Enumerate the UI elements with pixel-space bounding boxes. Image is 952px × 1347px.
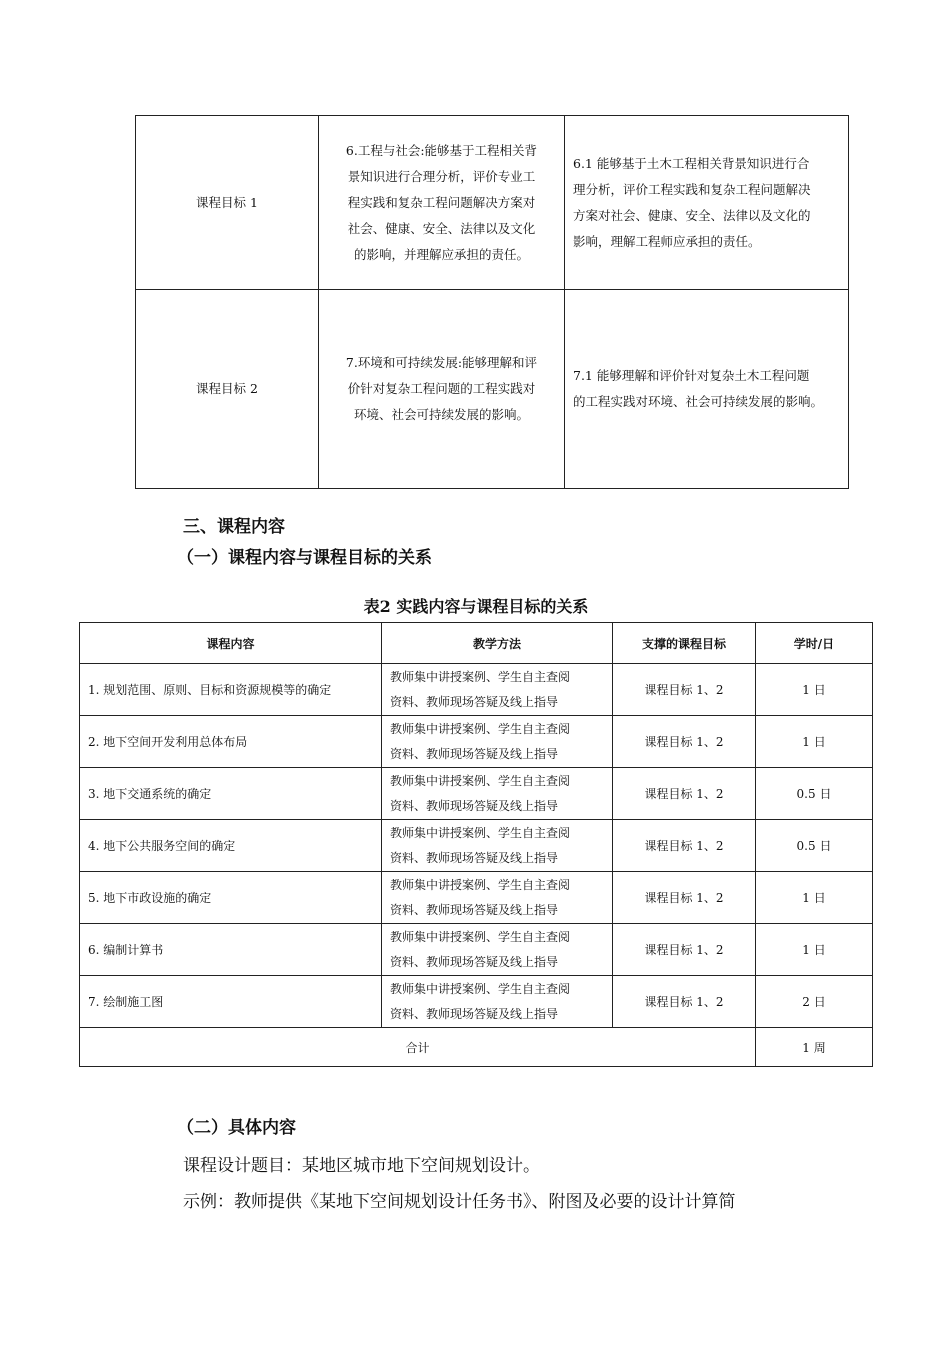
table-row — [80, 664, 873, 716]
method-cell — [382, 716, 613, 768]
content-cell: 5. 地下市政设施的确定 — [80, 872, 382, 924]
text-line: 教师集中讲授案例、学生自主查阅 — [390, 825, 571, 840]
goal-cell: 课程目标 2 — [136, 290, 319, 489]
goal-cell: 课程目标 1 — [136, 116, 319, 290]
hours-cell: 2 日 — [756, 976, 873, 1028]
goal-cell: 课程目标 1、2 — [613, 664, 756, 716]
text-line: 影响，理解工程师应承担的责任。 — [573, 233, 761, 249]
hours-cell: 1 日 — [756, 664, 873, 716]
text-line: 教师集中讲授案例、学生自主查阅 — [390, 929, 571, 944]
content-cell: 7. 绘制施工图 — [80, 976, 382, 1028]
text-line: 教师集中讲授案例、学生自主查阅 — [390, 773, 571, 788]
content-cell: 2. 地下空间开发利用总体布局 — [80, 716, 382, 768]
subsection-heading: （二）具体内容 — [177, 1118, 296, 1138]
text-line: 6.1 能够基于土木工程相关背景知识进行合 — [573, 155, 810, 171]
method-cell — [382, 924, 613, 976]
text-line: 教师集中讲授案例、学生自主查阅 — [390, 877, 571, 892]
column-header: 学时/日 — [756, 623, 873, 664]
table-row — [136, 290, 849, 489]
indicator-cell — [565, 116, 849, 290]
table-row — [136, 116, 849, 290]
text-line: 资料、教师现场答疑及线上指导 — [390, 902, 559, 917]
table-caption: 表2 实践内容与课程目标的关系 — [363, 597, 589, 616]
goal-cell: 课程目标 1、2 — [613, 768, 756, 820]
column-header: 支撑的课程目标 — [613, 623, 756, 664]
column-header: 课程内容 — [80, 623, 382, 664]
paragraph: 示例：教师提供《某地下空间规划设计任务书》、附图及必要的设计计算简 — [183, 1192, 736, 1212]
hours-cell: 0.5 日 — [756, 768, 873, 820]
subsection-heading: （一）课程内容与课程目标的关系 — [177, 548, 432, 568]
hours-cell: 1 日 — [756, 716, 873, 768]
method-cell — [382, 664, 613, 716]
table-row — [80, 716, 873, 768]
table-row — [80, 872, 873, 924]
text-line: 7.1 能够理解和评价针对复杂土木工程问题 — [573, 368, 810, 383]
text-line: 资料、教师现场答疑及线上指导 — [390, 1006, 559, 1021]
text-line: 价针对复杂工程问题的工程实践对 — [347, 381, 536, 396]
course-goal-table — [135, 115, 849, 489]
method-cell — [382, 768, 613, 820]
goal-cell: 课程目标 1、2 — [613, 872, 756, 924]
paragraph: 课程设计题目：某地区城市地下空间规划设计。 — [183, 1156, 540, 1176]
text-line: 教师集中讲授案例、学生自主查阅 — [390, 669, 571, 684]
text-line: 程实践和复杂工程问题解决方案对 — [347, 194, 536, 210]
text-line: 资料、教师现场答疑及线上指导 — [390, 850, 559, 865]
text-line: 资料、教师现场答疑及线上指导 — [390, 798, 559, 813]
requirement-cell — [319, 116, 565, 290]
table-total-row — [80, 1028, 873, 1067]
requirement-cell — [319, 290, 565, 489]
table-row — [80, 924, 873, 976]
text-line: 资料、教师现场答疑及线上指导 — [390, 954, 559, 969]
goal-cell: 课程目标 1、2 — [613, 716, 756, 768]
content-cell: 4. 地下公共服务空间的确定 — [80, 820, 382, 872]
hours-cell: 1 日 — [756, 924, 873, 976]
method-cell — [382, 872, 613, 924]
text-line: 理分析，评价工程实践和复杂工程问题解决 — [573, 181, 811, 197]
table-row — [80, 820, 873, 872]
content-goal-table — [79, 622, 873, 1067]
table-header-row — [80, 623, 873, 664]
text-line: 社会、健康、安全、法律以及文化 — [347, 220, 536, 236]
text-line: 资料、教师现场答疑及线上指导 — [390, 746, 559, 761]
content-cell: 1. 规划范围、原则、目标和资源规模等的确定 — [80, 664, 382, 716]
method-cell — [382, 820, 613, 872]
text-line: 6.工程与社会:能够基于工程相关背 — [345, 142, 538, 158]
table-row — [80, 768, 873, 820]
goal-cell: 课程目标 1、2 — [613, 820, 756, 872]
total-label: 合计 — [80, 1028, 756, 1067]
content-cell: 6. 编制计算书 — [80, 924, 382, 976]
text-line: 的工程实践对环境、社会可持续发展的影响。 — [573, 394, 824, 409]
text-line: 的影响，并理解应承担的责任。 — [353, 246, 529, 262]
text-line: 教师集中讲授案例、学生自主查阅 — [390, 721, 571, 736]
text-line: 教师集中讲授案例、学生自主查阅 — [390, 981, 571, 996]
total-value: 1 周 — [756, 1028, 873, 1067]
method-cell — [382, 976, 613, 1028]
content-cell: 3. 地下交通系统的确定 — [80, 768, 382, 820]
hours-cell: 1 日 — [756, 872, 873, 924]
section-heading: 三、课程内容 — [183, 517, 285, 537]
goal-cell: 课程目标 1、2 — [613, 976, 756, 1028]
text-line: 7.环境和可持续发展:能够理解和评 — [345, 355, 538, 370]
text-line: 景知识进行合理分析，评价专业工 — [347, 168, 536, 184]
hours-cell: 0.5 日 — [756, 820, 873, 872]
indicator-cell — [565, 290, 849, 489]
text-line: 环境、社会可持续发展的影响。 — [353, 407, 529, 422]
column-header: 教学方法 — [382, 623, 613, 664]
goal-cell: 课程目标 1、2 — [613, 924, 756, 976]
text-line: 方案对社会、健康、安全、法律以及文化的 — [573, 207, 811, 223]
table-row — [80, 976, 873, 1028]
text-line: 资料、教师现场答疑及线上指导 — [390, 694, 559, 709]
